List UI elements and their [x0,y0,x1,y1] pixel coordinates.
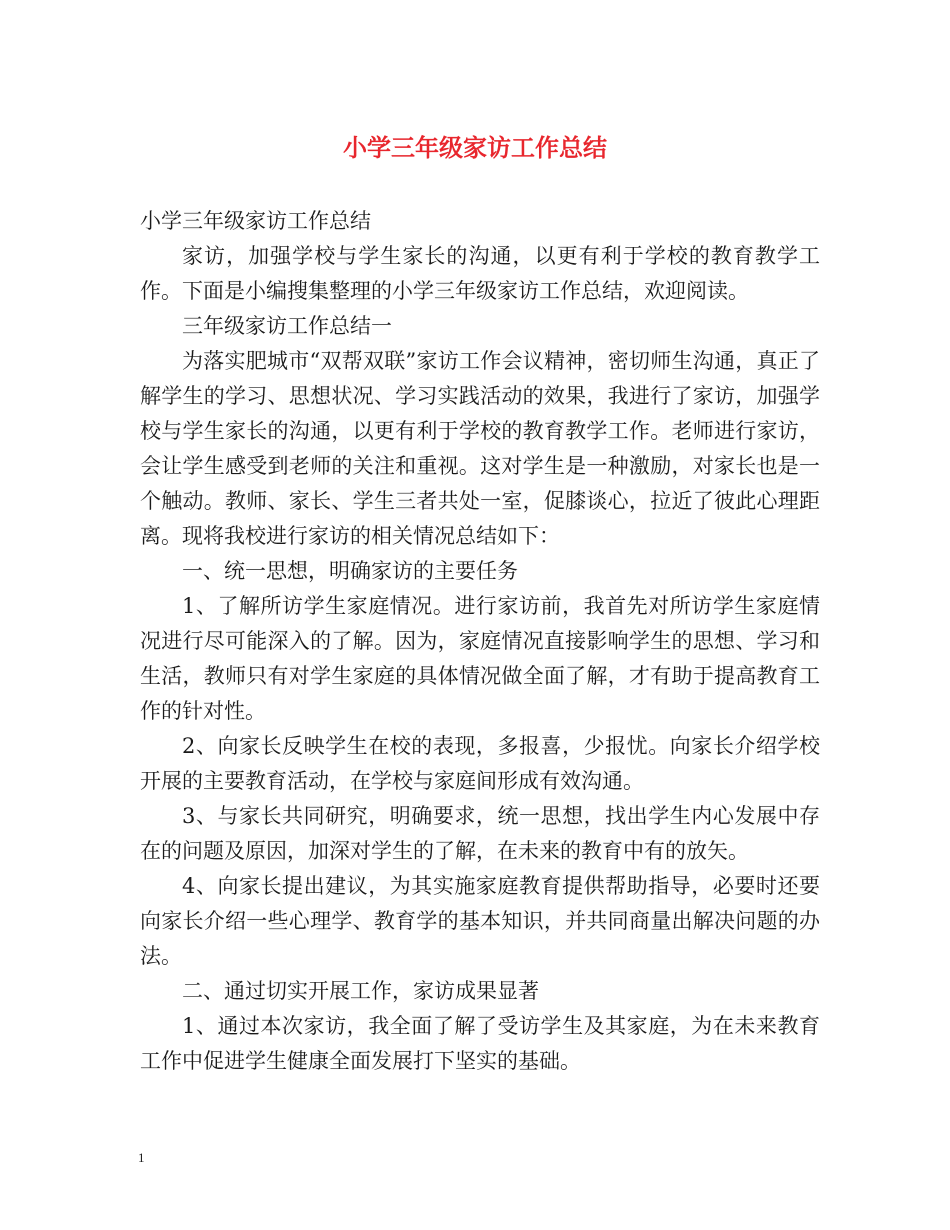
document-subtitle: 小学三年级家访工作总结 [140,209,371,233]
section-heading-summary-one: 三年级家访工作总结一 [182,314,392,338]
page-number: 1 [138,1150,145,1165]
paragraph-intro: 家访，加强学校与学生家长的沟通，以更有利于学校的教育教学工作。下面是小编搜集整理的小学三年级家访工作总结，欢迎阅读。 [140,244,820,303]
section-heading-part-one: 一、统一思想，明确家访的主要任务 [182,559,518,583]
paragraph-result-1: 1、通过本次家访，我全面了解了受访学生及其家庭，为在未来教育工作中促进学生健康全面发展打下坚实的基础。 [140,1014,820,1073]
section-heading-part-two: 二、通过切实开展工作，家访成果显著 [182,979,539,1003]
paragraph-item-4: 4、向家长提出建议，为其实施家庭教育提供帮助指导，必要时还要向家长介绍一些心理学、教育学的基本知识，并共同商量出解决问题的办法。 [140,874,820,968]
document-body [140,204,820,1079]
paragraph-background: 为落实肥城市“双帮双联”家访工作会议精神，密切师生沟通，真正了解学生的学习、思想状况、学习实践活动的效果，我进行了家访，加强学校与学生家长的沟通，以更有利于学校的教育教学工作。老师进行家访，会让学生感受到老师的关注和重视。这对学生是一种激励，对家长也是一个触动。教师、家长、学生三者共处一室，促膝谈心，拉近了彼此心理距离。现将我校进行家访的相关情况总结如下： [140,349,820,548]
paragraph-item-3: 3、与家长共同研究，明确要求，统一思想，找出学生内心发展中存在的问题及原因，加深对学生的了解，在未来的教育中有的放矢。 [140,804,820,863]
paragraph-item-1: 1、了解所访学生家庭情况。进行家访前，我首先对所访学生家庭情况进行尽可能深入的了解。因为，家庭情况直接影响学生的思想、学习和生活，教师只有对学生家庭的具体情况做全面了解，才有助于提高教育工作的针对性。 [140,594,820,723]
paragraph-item-2: 2、向家长反映学生在校的表现，多报喜，少报忧。向家长介绍学校开展的主要教育活动，在学校与家庭间形成有效沟通。 [140,734,820,793]
document-title: 小学三年级家访工作总结 [343,133,607,162]
